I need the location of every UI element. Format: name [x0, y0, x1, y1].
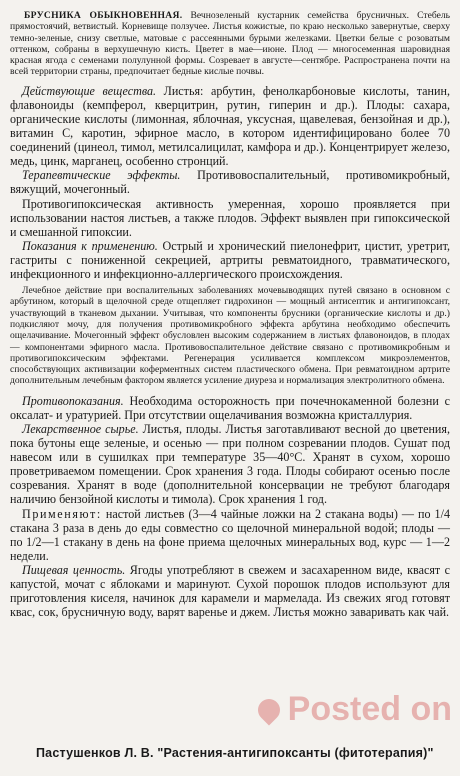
usage-paragraph [10, 507, 450, 563]
watermark [258, 690, 452, 729]
source-citation: Пастушенков Л. В. "Растения-антигипоксанты (фитотерапия)" [36, 746, 434, 760]
raw-text: Листья, плоды. Листья заготавливают весной до цветения, пока бутоны еще зеленые, и осенью — при полном созревании плодов. Сушат под навесом или в сушилках при температуре 35—40°С. Хранят в сухом, хорошо проветриваемом помещении. Срок хранения 3 года. Плоды собирают осенью после созревания. Хранят в воде (дополнительной консервации не требуют благодаря наличию бензойной кислоты и тимола). Срок хранения 1 год. [10, 421, 450, 507]
details-section [10, 394, 450, 620]
raw-paragraph [10, 422, 450, 507]
pin-icon [253, 694, 284, 725]
indications-paragraph [10, 239, 450, 281]
indications-label: Показания к применению. [22, 238, 158, 253]
usage-text: настой листьев (3—4 чайные ложки на 2 стакана воды) — по 1/4 стакана 3 раза в день до еды совместно со щелочной минеральной водой; плоды — по 1/2—1 стакану в день на фоне приема щелочных минеральных вод, курс — 1—2 недели. [10, 506, 450, 563]
mechanism-paragraph: Лечебное действие при воспалительных заболеваниях мочевыводящих путей связано в основном с арбутином, который в щелочной среде отщепляет гидрохинон — мощный антисептик и антигипоксант, участвующий в тканевом дыхании. Учитывая, что компоненты брусники (органические кислоты и др.) подкисляют мочу, для получения противомикробного эффекта арбутина необходимо обеспечить ощелачивание. Мочегонный эффект обусловлен высоким содержанием в листьях флавоноидов, в плодах — компонентами эфирного масла. Противовоспалительное действие связано с противомикробным и противогипоксическим эффектами. Регенерация усиливается комплексом микроэлементов, способствующих активизации коферментных систем пластического обмена. При ревматоидном артрите дополнительным лечебным фактором является усиление диуреза и нормализация электролитного обмена. [10, 285, 450, 387]
active-text: Листья: арбутин, фенолкарбоновые кислоты, танин, флавоноиды (кемпферол, кверцитрин, рутин, гиперин и др.). Плоды: сахара, органические кислоты (лимонная, яблочная, уксусная, щавелевая, бензойная и др.), витамин С, каротин, эфирное масло, в котором идентифицировано более 70 соединений (цинеол, тимол, метилсалицилат, камфора и др.). Концентрирует железо, медь, цинк, марганец, особенно стронций. [10, 83, 450, 169]
effects-paragraph [10, 168, 450, 196]
active-label: Действующие вещества. [22, 83, 157, 98]
effects-text: Противовоспалительный, противомикробный, вяжущий, мочегонный. [10, 168, 451, 197]
main-section [10, 84, 450, 281]
raw-label: Лекарственное сырье. [22, 421, 139, 436]
contra-paragraph [10, 394, 450, 422]
food-text: Ягоды употребляют в свежем и засахаренном виде, квасят с капустой, мочат с яблоками и маринуют. Сухой порошок плодов используют для приготовления киселя, начинок для карамели и мармелада. Из свежих ягод готовят квас, сок, брусничную воду, варят варенье и джем. Листья можно заваривать как чай. [10, 562, 450, 620]
food-label: Пищевая ценность. [22, 562, 126, 577]
antihypoxic-paragraph: Противогипоксическая активность умеренная, хорошо проявляется при использовании настоя листьев, а также плодов. Эффект выявлен при гипоксической и смешанной гипоксии. [10, 196, 450, 239]
mechanism-section [10, 285, 450, 387]
indications-text: Острый и хронический пиелонефрит, цистит, уретрит, гастриты с пониженной секрецией, артриты ревматоидного, травматического, инфекционного и инфекционно-аллергического происхождения. [10, 238, 450, 281]
contra-text: Необходима осторожность при почечнокаменной болезни с оксалат- и уратурией. При отсутствии ощелачивания возможна кристаллурия. [10, 393, 450, 422]
intro-paragraph [10, 10, 450, 78]
food-paragraph [10, 563, 450, 619]
contra-label: Противопоказания. [22, 393, 124, 408]
watermark-text: Posted on [287, 690, 452, 728]
usage-label: Применяют: [22, 506, 102, 521]
effects-label: Терапевтические эффекты. [22, 168, 181, 183]
intro-section [10, 10, 450, 78]
plant-title: БРУСНИКА ОБЫКНОВЕННАЯ. [24, 10, 183, 21]
intro-text: Вечнозеленый кустарник семейства брусничных. Стебель прямостоячий, ветвистый. Корневище ползучее. Листья кожистые, по краю несколько завернутые, сверху темно-зеленые, снизу светлые, матовые с рассеянными бурыми железками. Цветки белые с розоватым оттенком, собраны в верхушечную кисть. Цветет в мае—июне. Плод — многосеменная шаровидная красная ягода с семенами полулунной формы. Созревает в августе—сентябре. Распространена почти на всей территории страны, предпочитает бедные кислые почвы. [10, 10, 450, 78]
active-paragraph [10, 84, 450, 169]
